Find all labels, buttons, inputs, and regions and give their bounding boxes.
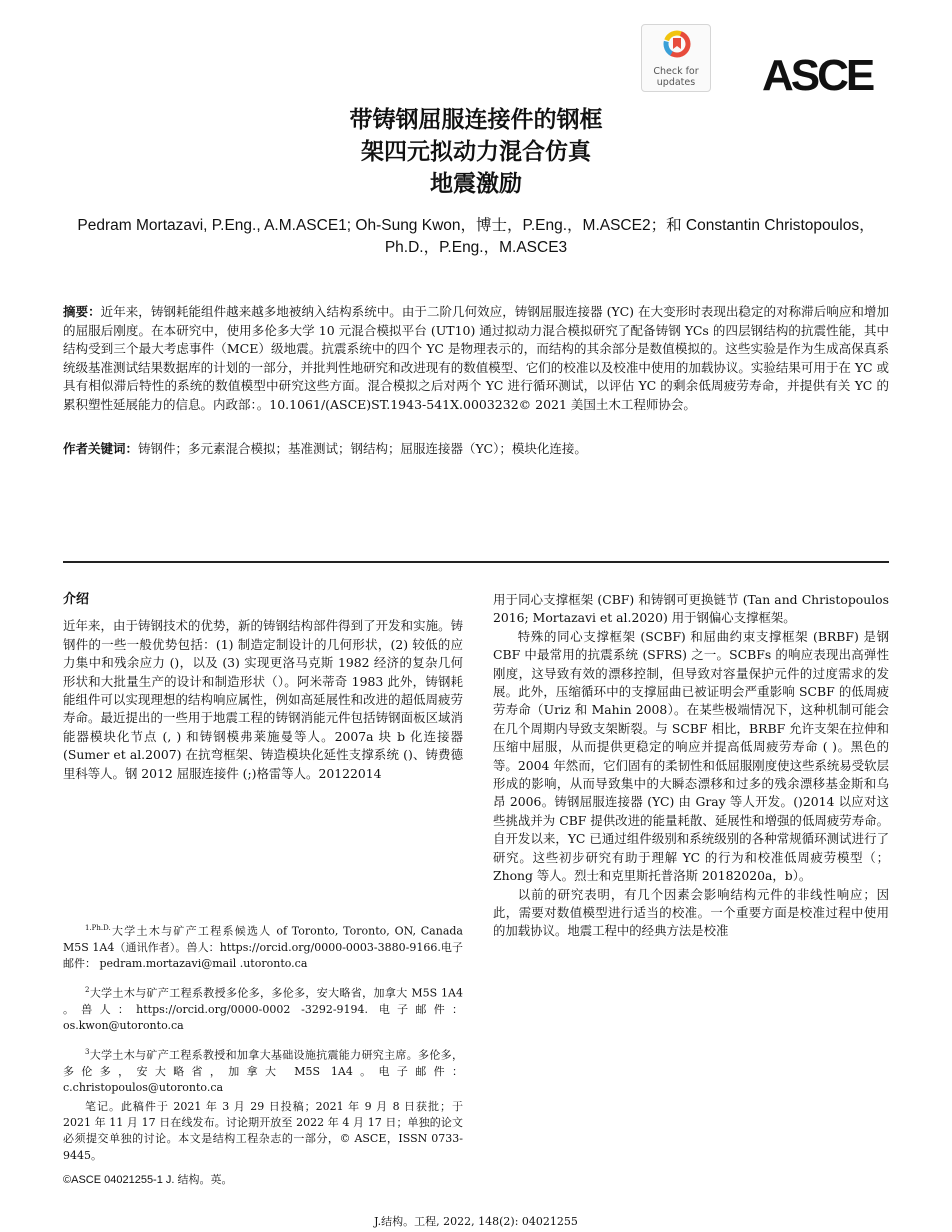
footnote-3-text: 大学土木与矿产工程系教授和加拿大基础设施抗震能力研究主席。多伦多，多伦多，安大略省，加拿大 M5S 1A4。电子邮件：c.christopoulos@utoronto.ca bbox=[63, 1048, 463, 1095]
keywords-text: 铸钢件；多元素混合模拟；基准测试；钢结构；屈服连接器（YC）；模块化连接。 bbox=[138, 441, 587, 456]
footnote-2 bbox=[63, 982, 463, 1035]
footnote-2-text: 大学土木与矿产工程系教授多伦多，多伦多，安大略省，加拿大 M5S 1A4 。兽人：https://orcid.org/0000-0002 -3292-9194. 电子邮件：os.kwon@utoronto.ca bbox=[63, 986, 463, 1033]
right-column bbox=[493, 591, 889, 941]
abstract bbox=[63, 303, 889, 414]
abstract-label: 摘要： bbox=[63, 304, 101, 319]
paper-title bbox=[0, 104, 952, 200]
authors-line-2: Ph.D.，P.Eng.，M.ASCE3 bbox=[384, 239, 568, 256]
footnote-1-marker: 1.Ph.D. bbox=[85, 924, 111, 932]
footnote-1-text: 大学土木与矿产工程系候选人 of Toronto, Toronto, ON, Canada M5S 1A4（通讯作者）。兽人：https://orcid.org/0000-0003-3880-9166.电子邮件： pedram.mortazavi@mail .utoronto.ca bbox=[63, 924, 463, 971]
keywords-label: 作者关键词： bbox=[63, 441, 139, 456]
badge-line2: updates bbox=[656, 77, 696, 88]
abstract-text: 近年来，铸钢耗能组件越来越多地被纳入结构系统中。由于二阶几何效应，铸钢屈服连接器 (YC) 在大变形时表现出稳定的对称滞后响应和增加的屈服后刚度。在本研究中，使用多伦多大学 10 元混合模拟平台 (UT10) 通过拟动力混合模拟研究了配备铸钢 YCs 的四层钢结构的抗震性能，其中结构受到三个最大考虑事件（MCE）级地震。抗震系统中的四个 YC 是物理表示的，而结构的其余部分是数值模拟的。这些实验是作为生成高保真系统级基准测试结果数据库的计划的一部分，并批判性地研究和改进现有的数值模型、它们的校准以及校准中使用的加载协议。实验结果可用于在 YC 或具有相似滞后特性的系统的数值模型中研究这些方面。混合模拟之后对两个 YC 进行循环测试，以评估 YC 的剩余低周疲劳寿命，并提供有关 YC 的累积塑性延展能力的信息。内政部：。10.1061/(ASCE)ST.1943-541X.0003232© 2021 美国土木工程师协会。 bbox=[63, 304, 889, 412]
page-footer: J.结构。工程, 2022, 148(2): 04021255 bbox=[374, 1215, 578, 1228]
footnote-3-marker: 3 bbox=[85, 1047, 90, 1056]
footnote-2-marker: 2 bbox=[85, 985, 90, 994]
page-code: ©ASCE 04021255-1 J. 结构。英。 bbox=[63, 1174, 233, 1186]
title-line-1: 带铸钢屈服连接件的钢框 bbox=[349, 107, 603, 133]
footnote-3 bbox=[63, 1044, 463, 1097]
section-divider bbox=[63, 561, 889, 563]
asce-logo bbox=[762, 50, 890, 96]
badge-line1: Check for bbox=[653, 66, 699, 77]
footnotes bbox=[63, 920, 463, 1173]
title-line-2: 架四元拟动力混合仿真 bbox=[361, 139, 591, 165]
intro-paragraph-3: 特殊的同心支撑框架 (SCBF) 和屈曲约束支撑框架 (BRBF) 是钢 CBF 中最常用的抗震系统 (SFRS) 之一。SCBFs 的响应表现出高弹性刚度，这导致有效的漂移控制，但导致对容量保护元件的过度需求的发展。此外，压缩循环中的支撑屈曲已被证明会严重影响 SCBF 的低周疲劳寿命（Uriz 和 Mahin 2008）。在某些极端情况下，这种机制可能会在几个周期内导致支架断裂。与 SCBF 相比，BRBF 允许支架在拉伸和压缩中屈服，从而提供更稳定的响应并提高低周疲劳寿命 ( )。黑色的等。2004 年然而，它们固有的柔韧性和低屈服刚度使这些系统易受软层形成的影响，从而导致集中的大瞬态漂移和过多的残余漂移基金斯和乌昂 2006。铸钢屈服连接器 (YC) 由 Gray 等人开发。()2014 以应对这些挑战并为 CBF 提供改进的能量耗散、延展性和增强的低周疲劳寿命。自开发以来，YC 已通过组件级别和系统级别的各种常规循环测试进行了研究。这些初步研究有助于理解 YC 的行为和校准低周疲劳模型（；Zhong 等人。烈士和克里斯托普洛斯 20182020a，b）。 bbox=[493, 628, 889, 884]
intro-paragraph-2: 用于同心支撑框架 (CBF) 和铸钢可更换链节 (Tan and Christopoulos 2016; Mortazavi et al.2020) 用于钢偏心支撑框架。 bbox=[493, 592, 889, 626]
authors bbox=[40, 215, 912, 259]
intro-paragraph-1: 近年来，由于铸钢技术的优势，新的铸钢结构部件得到了开发和实施。铸钢件的一些一般优势包括：(1) 制造定制设计的几何形状，(2) 较低的应力集中和残余应力 ()，以及 (3) 实现更洛马克斯 1982 经济的复杂几何形状和大批量生产的设计和制造形状（）。阿米蒂奇 1983 此外，铸钢耗能组件可以实现理想的结构响应属性，例如高延展性和改进的超低周疲劳寿命。最近提出的一些用于地震工程的铸钢消能元件包括铸钢面板区域消能器模块化节点 (, ) 和铸钢模弗莱施曼等人。2007a 块 b 化连接器 (Sumer et al.2007) 在抗弯框架、铸造模块化延性支撑系统 ()、铸费德里科等人。钢 2012 屈服连接件 (;)格雷等人。20122014 bbox=[63, 618, 463, 781]
check-for-updates-badge[interactable] bbox=[641, 24, 711, 92]
title-line-3: 地震激励 bbox=[430, 171, 522, 197]
left-column bbox=[63, 591, 463, 783]
intro-paragraph-4: 以前的研究表明，有几个因素会影响结构元件的非线性响应；因此，需要对数值模型进行适当的校准。一个重要方面是校准过程中使用的加载协议。地震工程中的经典方法是校准 bbox=[493, 886, 889, 939]
asce-logo-text: ASCE bbox=[762, 51, 873, 96]
footnote-1 bbox=[63, 920, 463, 973]
keywords bbox=[63, 440, 889, 459]
submission-note: 笔记。此稿件于 2021 年 3 月 29 日投稿；2021 年 9 月 8 日获批；于 2021 年 11 月 17 日在线发布。讨论期开放至 2022 年 4 月 17 日；单独的论文必须提交单独的讨论。本文是结构工程杂志的一部分，© ASCE，ISSN 0733-9445。 bbox=[63, 1099, 463, 1162]
intro-heading: 介绍 bbox=[63, 592, 90, 607]
authors-line-1: Pedram Mortazavi, P.Eng., A.M.ASCE1; Oh-Sung Kwon，博士，P.Eng.，M.ASCE2；和 Constantin Christopoulos， bbox=[77, 217, 875, 234]
check-updates-icon bbox=[663, 30, 691, 58]
